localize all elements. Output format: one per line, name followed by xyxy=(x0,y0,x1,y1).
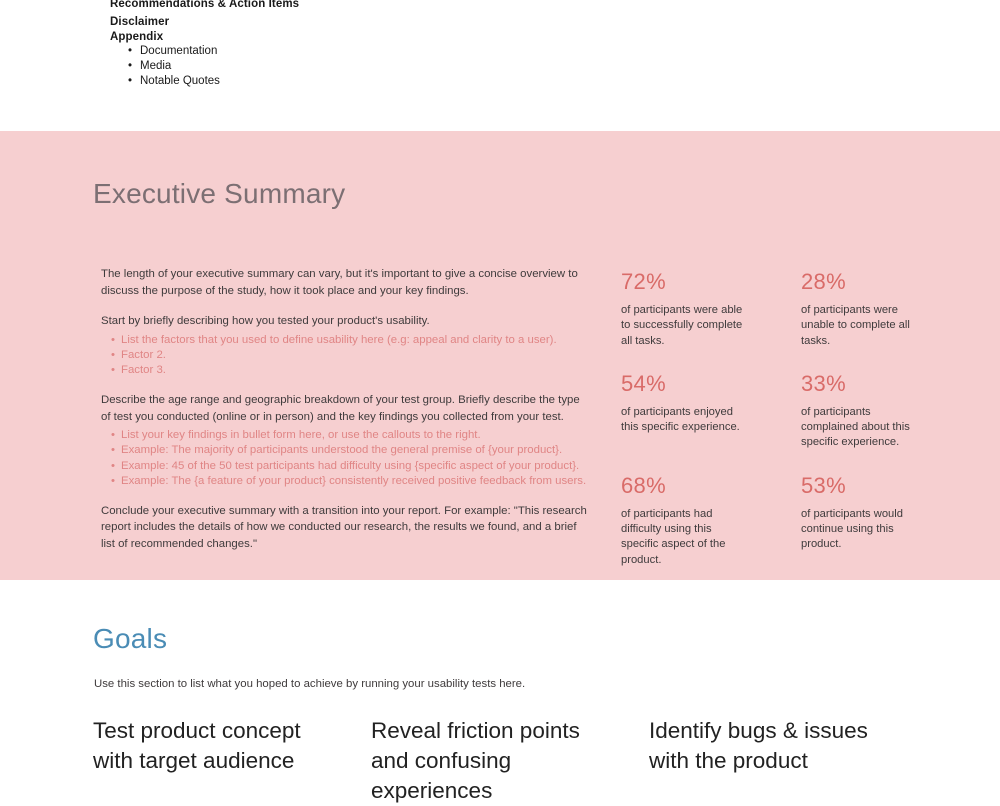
goal-card xyxy=(649,716,927,806)
stat-description: of participants had difficulty using this specific aspect of the product. xyxy=(621,507,726,566)
goals-card-row xyxy=(93,716,1000,806)
stat-description: of participants were unable to complete all tasks. xyxy=(801,304,910,347)
toc-appendix-sublist xyxy=(110,44,1000,88)
toc-entry-recommendations[interactable]: Recommendations & Action Items xyxy=(110,0,300,10)
goals-title: Goals xyxy=(93,623,168,654)
goal-card-heading: Identify bugs & issues with the product xyxy=(649,718,868,773)
stat-callout xyxy=(621,269,801,349)
stat-value: 53% xyxy=(801,472,846,498)
exec-usability-bullets xyxy=(101,333,591,379)
stat-value: 33% xyxy=(801,370,846,396)
executive-summary-stats-column xyxy=(621,266,981,590)
list-item: • List your key findings in bullet form here, or use the callouts to the right. xyxy=(111,428,591,443)
toc-subentry-notable-quotes[interactable]: • Notable Quotes xyxy=(128,74,1000,89)
stat-description: of participants were able to successfully complete all tasks. xyxy=(621,304,743,347)
list-item: • Factor 2. xyxy=(111,348,591,363)
list-item: • Example: The {a feature of your product} consistently received positive feedback from users. xyxy=(111,474,591,489)
exec-demographics-lead: Describe the age range and geographic breakdown of your test group. Briefly describe the type of test you conducted (online or in person) and the key findings you collected from your test. xyxy=(101,394,580,423)
toc-subentry-media[interactable]: • Media xyxy=(128,59,1000,74)
goal-card-heading: Reveal friction points and confusing experiences xyxy=(371,718,580,803)
goal-card xyxy=(371,716,649,806)
stat-callout xyxy=(621,473,801,568)
stat-value: 54% xyxy=(621,370,666,396)
stat-value: 28% xyxy=(801,269,846,294)
stat-description: of participants enjoyed this specific experience. xyxy=(621,405,740,434)
list-item: • Factor 3. xyxy=(111,363,591,378)
goal-card-heading: Test product concept with target audience xyxy=(93,718,301,773)
toc-entry-disclaimer[interactable]: Disclaimer xyxy=(110,15,170,28)
exec-conclusion-paragraph: Conclude your executive summary with a transition into your report. For example: "This research report includes the details of how we conducted our research, the results we found, and a brief list of recommended changes." xyxy=(101,504,587,550)
exec-intro-paragraph: The length of your executive summary can vary, but it's important to give a concise overview to discuss the purpose of the study, how it took place and your key findings. xyxy=(101,268,578,297)
executive-summary-title: Executive Summary xyxy=(93,178,346,209)
stat-callout xyxy=(801,269,981,349)
list-item: • List the factors that you used to define usability here (e.g: appeal and clarity to a user). xyxy=(111,333,591,348)
goals-subtitle: Use this section to list what you hoped to achieve by running your usability tests here. xyxy=(94,678,526,690)
toc-subentry-documentation[interactable]: • Documentation xyxy=(128,44,1000,59)
stat-callout xyxy=(621,371,801,451)
table-of-contents-tail xyxy=(0,0,1000,131)
exec-usability-lead: Start by briefly describing how you tested your product's usability. xyxy=(101,315,430,327)
goal-card xyxy=(93,716,371,806)
stat-callout xyxy=(801,371,981,451)
goals-section xyxy=(0,580,1000,803)
stat-callout xyxy=(801,473,981,568)
list-item: • Example: The majority of participants understood the general premise of {your product}. xyxy=(111,443,591,458)
stat-description: of participants would continue using this product. xyxy=(801,507,903,551)
executive-summary-text-column xyxy=(101,266,621,590)
toc-entry-appendix[interactable]: Appendix xyxy=(110,30,164,43)
stat-value: 72% xyxy=(621,269,666,294)
exec-findings-bullets xyxy=(101,428,591,489)
list-item: • Example: 45 of the 50 test participants had difficulty using {specific aspect of your product}. xyxy=(111,459,591,474)
executive-summary-section xyxy=(0,131,1000,580)
stat-description: of participants complained about this specific experience. xyxy=(801,405,910,449)
executive-summary-body xyxy=(0,266,1000,590)
stat-value: 68% xyxy=(621,472,666,498)
